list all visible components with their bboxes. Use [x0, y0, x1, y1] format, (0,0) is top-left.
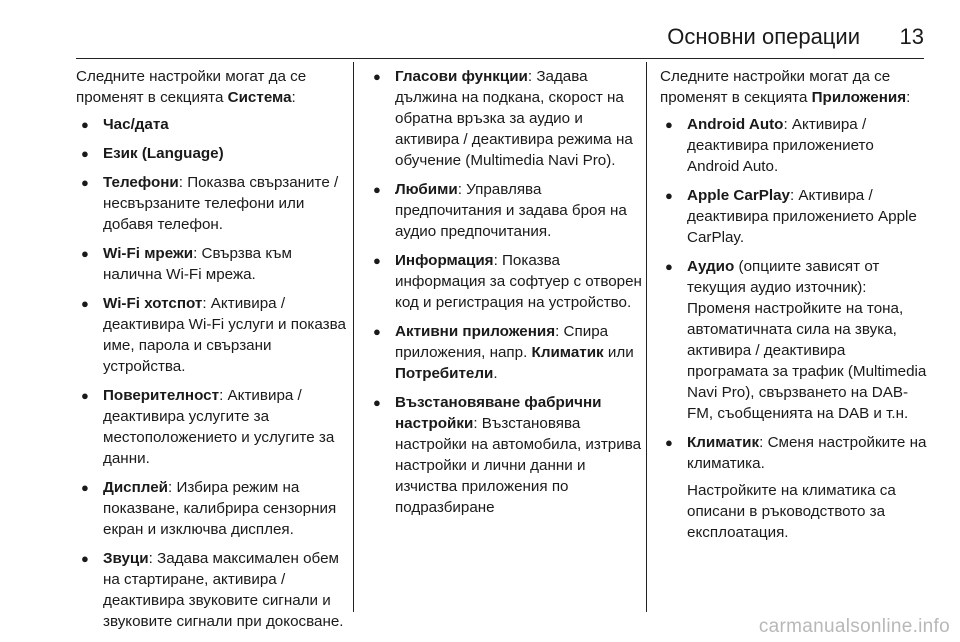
apps-settings-list — [660, 114, 930, 543]
list-item: ● Информация: Показва информация за софтуер с отворен код и регистрация на устройство. — [368, 250, 644, 313]
list-item: ● Любими: Управлява предпочитания и задава броя на аудио предпочитания. — [368, 179, 644, 242]
watermark: carmanualsonline.info — [758, 616, 950, 637]
list-item: ● Звуци: Задава максимален обем на стартиране, активира / деактивира звуковите сигнали и звуковите сигнали при докосване. — [76, 548, 346, 632]
column-3 — [660, 66, 930, 551]
column-divider-2 — [646, 62, 647, 612]
list-item: ● Гласови функции: Задава дължина на подкана, скорост на обратна връзка за аудио и активира / деактивира режима на обучение (Multimedia Navi Pro). — [368, 66, 644, 171]
header-rule — [76, 58, 924, 59]
list-item: ● Apple CarPlay: Активира / деактивира приложението Apple CarPlay. — [660, 185, 930, 248]
system-settings-list-continued — [368, 66, 644, 518]
list-item: ● Поверителност: Активира / деактивира услугите за местоположението и услугите за данни. — [76, 385, 346, 469]
list-item: ● Активни приложения: Спира приложения, напр. Климатик или Потребители. — [368, 321, 644, 384]
list-item: ● Език (Language) — [76, 143, 346, 164]
system-section-label: Система — [227, 89, 292, 106]
intro-apps: Следните настройки могат да се променят в секцията Приложения: — [660, 68, 911, 106]
page-number: 13 — [899, 24, 924, 49]
list-item: ● Android Auto: Активира / деактивира приложението Android Auto. — [660, 114, 930, 177]
list-item: ● Възстановяване фабрични настройки: Възстановява настройки на автомобила, изтрива настройки и лични данни и изчиства приложения по подразбиране — [368, 392, 644, 518]
list-item: ● Аудио (опциите зависят от текущия аудио източник): Променя настройките на тона, автоматичната сила на звука, активира / деактивира програмата за трафик (Multimedia Navi Pro), свързването на DAB-FM, съобщенията на DAB и т.н. — [660, 256, 930, 424]
system-settings-list — [76, 114, 346, 632]
apps-section-label: Приложения — [811, 89, 907, 106]
climate-note: Настройките на климатика са описани в ръководството за експлоатация. — [687, 482, 896, 541]
column-2 — [368, 66, 644, 526]
list-item: ● Wi-Fi хотспот: Активира / деактивира Wi-Fi услуги и показва име, парола и свързани устройства. — [76, 293, 346, 377]
list-item: ● Телефони: Показва свързаните / несвързаните телефони или добавя телефон. — [76, 172, 346, 235]
list-item: ● Климатик: Сменя настройките на климатика. Настройките на климатика са описани в ръководството за експлоатация. — [660, 432, 930, 543]
page-title: Основни операции — [667, 24, 860, 49]
list-item: ● Дисплей: Избира режим на показване, калибрира сензорния екран и изключва дисплея. — [76, 477, 346, 540]
list-item: ● Час/дата — [76, 114, 346, 135]
list-item: ● Wi-Fi мрежи: Свързва към налична Wi-Fi мрежа. — [76, 243, 346, 285]
column-divider-1 — [353, 62, 354, 612]
intro-system: Следните настройки могат да се променят в секцията Система: — [76, 68, 307, 106]
column-1 — [76, 66, 346, 640]
page-header — [0, 0, 960, 60]
